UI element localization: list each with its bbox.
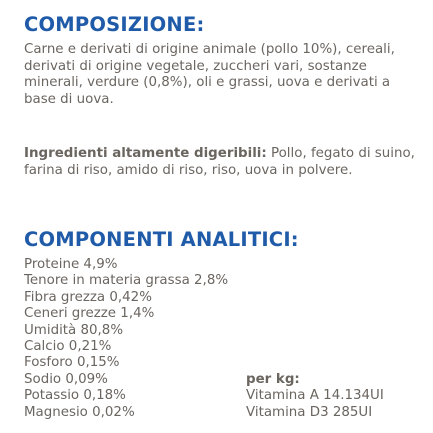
per-kg-label: per kg:	[246, 372, 300, 387]
composition-heading: COMPOSIZIONE:	[24, 13, 205, 36]
analytic-item-fibre: Fibra grezza 0,42%	[24, 289, 152, 305]
analytic-item-potassium: Potassio 0,18%	[24, 388, 126, 404]
analytics-list	[24, 257, 228, 421]
per-kg-item-vitamin-a: Vitamina A 14.134UI	[246, 388, 384, 404]
analytic-item-ash: Ceneri grezze 1,4%	[24, 306, 155, 322]
analytic-item-sodium: Sodio 0,09%	[24, 371, 108, 387]
analytic-item-moisture: Umidità 80,8%	[24, 322, 124, 338]
analytic-item-protein: Proteine 4,9%	[24, 257, 118, 272]
analytic-item-fat: Tenore in materia grassa 2,8%	[24, 273, 229, 289]
analytic-item-calcium: Calcio 0,21%	[24, 339, 112, 355]
per-kg-item-vitamin-d3: Vitamina D3 285UI	[246, 404, 373, 420]
ingredients-text: Pollo, fegato di suino, farina di riso, amido di riso, riso, uova in polvere.	[24, 146, 415, 178]
analytic-item-magnesium: Magnesio 0,02%	[24, 404, 135, 420]
analytics-heading: COMPONENTI ANALITICI:	[24, 228, 299, 251]
analytic-item-phosphorus: Fosforo 0,15%	[24, 355, 120, 371]
composition-paragraph: Carne e derivati di origine animale (pollo 10%), cereali, derivati di origine vegetale, zuccheri vari, sostanze minerali, verdure (0,8%), oli e grassi, uova e derivati a base di uova.	[24, 42, 395, 107]
per-kg-list	[246, 372, 384, 421]
ingredients-label: Ingredienti altamente digeribili:	[24, 146, 267, 161]
ingredients-paragraph	[24, 146, 416, 179]
